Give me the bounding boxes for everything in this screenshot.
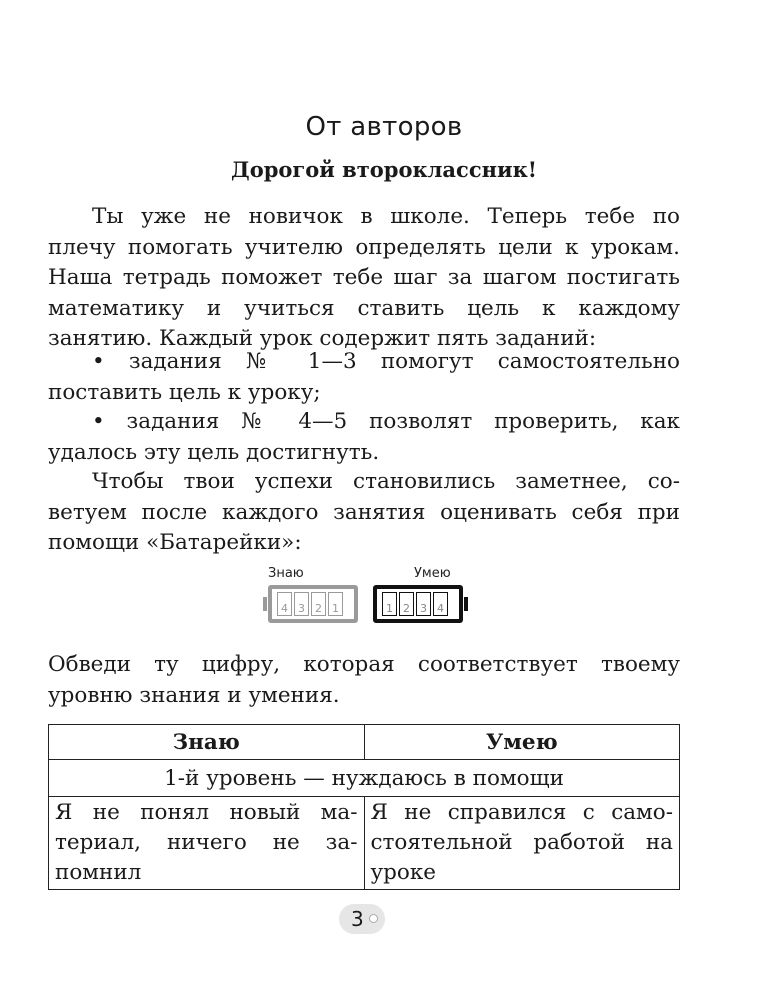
can-battery-icon [373, 585, 463, 623]
intro-paragraph [48, 202, 680, 355]
battery-terminal [464, 597, 468, 611]
bullet-item-2 [48, 407, 680, 468]
instruction-paragraph [48, 650, 680, 711]
greeting: Дорогой второклассник! [231, 157, 537, 182]
circle-icon [369, 914, 378, 923]
column-header-know: Знаю [49, 725, 365, 760]
level-title: 1-й уровень — нуждаюсь в помощи [49, 760, 680, 797]
battery-cell[interactable]: 1 [382, 592, 397, 616]
text-line: Я не понял новый ма- [55, 800, 358, 825]
table-header-row [49, 725, 680, 760]
text-line: удалось эту цель достигнуть. [48, 439, 380, 465]
battery-terminal [263, 597, 267, 611]
can-battery-label: Умею [414, 566, 451, 581]
text-line: Чтобы твои успехи становились заметнее, со- [92, 469, 680, 494]
text-line: уроке [370, 860, 437, 885]
text-line: уровню знания и умения. [48, 682, 340, 708]
text-line: стоятельной работой на [370, 830, 673, 855]
bullet-item-1 [48, 347, 680, 408]
text-line: Ты уже не новичок в школе. Теперь тебе по [92, 204, 680, 229]
table-row [49, 760, 680, 797]
text-line: Наша тетрадь поможет тебе шаг за шагом постигать [48, 265, 680, 290]
text-line: поставить цель к уроку; [48, 379, 321, 405]
know-battery-label: Знаю [268, 566, 304, 581]
advice-paragraph [48, 467, 680, 559]
text-line: занятию. Каждый урок содержит пять заданий: [48, 326, 597, 351]
know-description [49, 797, 365, 890]
text-line: Обведи ту цифру, которая соответствует твоему [48, 652, 680, 677]
battery-cell[interactable]: 4 [277, 592, 292, 616]
text-line: териал, ничего не за- [55, 830, 358, 855]
page-number-badge [339, 904, 385, 934]
text-line: ветуем после каждого занятия оценивать себя при [48, 499, 680, 525]
battery-illustration [262, 566, 482, 636]
text-line: • задания № 4—5 позволят проверить, как [92, 409, 680, 434]
page-heading: От авторов [305, 112, 463, 142]
table-row [49, 797, 680, 890]
text-line: плечу помогать учителю определять цели к урокам. [48, 234, 680, 260]
column-header-can: Умею [364, 725, 680, 760]
page-number: 3 [351, 907, 364, 931]
know-battery-icon [268, 585, 358, 623]
text-line: Я не справился с само- [370, 800, 673, 825]
battery-cell[interactable]: 2 [311, 592, 326, 616]
battery-cell[interactable]: 1 [328, 592, 343, 616]
text-line: помощи «Батарейки»: [48, 530, 302, 555]
text-line: • задания № 1—3 помогут самостоятельно [92, 349, 680, 374]
battery-cell[interactable]: 2 [399, 592, 414, 616]
text-line: математику и учиться ставить цель к каждому [48, 295, 680, 321]
battery-cell[interactable]: 3 [294, 592, 309, 616]
can-description [364, 797, 680, 890]
battery-cell[interactable]: 3 [416, 592, 431, 616]
text-line: помнил [55, 860, 142, 885]
levels-table [48, 724, 680, 890]
battery-cell[interactable]: 4 [433, 592, 448, 616]
